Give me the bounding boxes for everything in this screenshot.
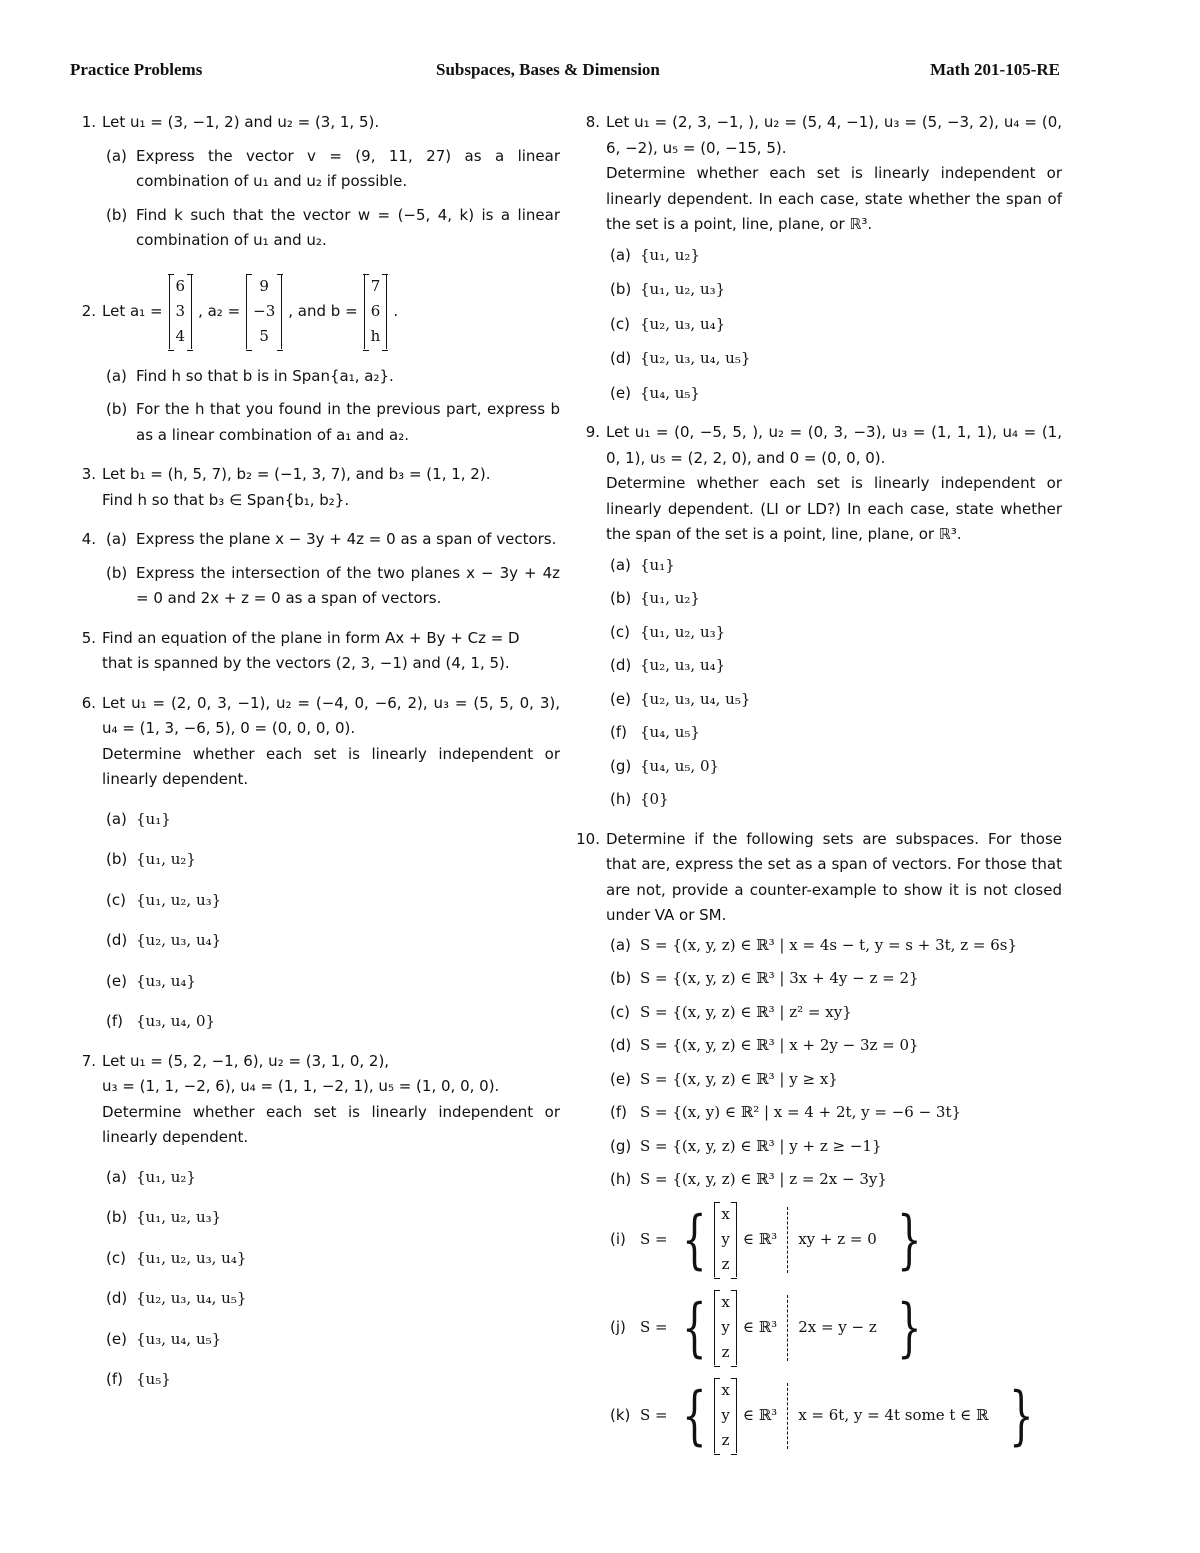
part-label: (c) xyxy=(610,1002,630,1021)
vector-a2 xyxy=(246,274,282,349)
left-brace-icon: { xyxy=(681,1290,707,1365)
part-label: (k) xyxy=(610,1405,631,1424)
vector-entry: x xyxy=(721,1293,730,1311)
part-label: (f) xyxy=(106,1370,123,1388)
part-label: (f) xyxy=(106,1012,123,1030)
part-label: (e) xyxy=(610,1069,631,1088)
set-part xyxy=(606,754,1062,780)
problem-4 xyxy=(70,527,560,612)
set-expression: {u₂, u₃, u₄} xyxy=(136,931,222,949)
problem-text: Determine if the following sets are subspaces. For those that are, express the set as a span of vectors. For those that are not, provide a counter-example to show it is not closed under VA or SM. xyxy=(606,829,1062,924)
vector-entry: x xyxy=(721,1381,730,1399)
set-expression: {u₂, u₃, u₄} xyxy=(640,656,726,674)
problem-text: Let u₁ = (2, 3, −1, ), u₂ = (5, 4, −1), u₃ = (5, −3, 2), u₄ = (0, 6, −2), u₅ = (0, −15, 5). xyxy=(606,113,1062,157)
problem-5 xyxy=(70,626,560,677)
problem-3 xyxy=(70,462,560,513)
problem-1 xyxy=(70,110,560,254)
set-condition: x = 6t, y = 4t some t ∈ ℝ xyxy=(798,1405,989,1424)
set-expression: S = {(x, y, z) ∈ ℝ³ | x + 2y − 3z = 0} xyxy=(640,1036,919,1054)
vector-entry: y xyxy=(721,1406,730,1424)
set-part xyxy=(606,1100,1062,1126)
set-part xyxy=(606,312,1062,338)
set-part xyxy=(606,346,1062,372)
header-center: Subspaces, Bases & Dimension xyxy=(436,60,660,79)
problem-text: Let b₁ = (h, 5, 7), b₂ = (−1, 3, 7), and b₃ = (1, 1, 2). xyxy=(102,465,491,483)
set-expression: {u₄, u₅, 0} xyxy=(640,756,720,775)
part-label: (i) xyxy=(610,1229,626,1248)
set-expression: S = {(x, y, z) ∈ ℝ³ | z = 2x − 3y} xyxy=(640,1170,887,1188)
vector-entry: 6 xyxy=(370,302,381,320)
set-part xyxy=(606,933,1062,959)
set-part xyxy=(606,787,1062,813)
set-part xyxy=(102,807,560,833)
set-expression: S = {(x, y, z) ∈ ℝ³ | y ≥ x} xyxy=(640,1069,838,1088)
set-part xyxy=(102,969,560,995)
part-label: (e) xyxy=(610,689,631,708)
problem-text: Determine whether each set is linearly independent or linearly dependent. xyxy=(102,744,560,788)
part-text: Express the intersection of the two planes x − 3y + 4z = 0 and 2x + z = 0 as a span of vectors. xyxy=(136,563,560,607)
part-label: (e) xyxy=(106,971,127,990)
problem-part xyxy=(102,397,560,448)
set-expression: {u₂, u₃, u₄, u₅} xyxy=(136,1289,247,1307)
part-label: (b) xyxy=(106,563,128,582)
part-label: (f) xyxy=(610,723,627,741)
vector-entry: 9 xyxy=(259,277,269,295)
problem-number: 8. xyxy=(585,113,600,131)
part-label: (a) xyxy=(106,366,127,385)
set-part xyxy=(606,653,1062,679)
vector-entry: 4 xyxy=(175,327,186,345)
problem-number: 1. xyxy=(81,113,96,131)
part-text: Express the vector v = (9, 11, 27) as a linear combination of u₁ and u₂ if possible. xyxy=(136,146,560,190)
problem-10 xyxy=(574,827,1062,1455)
problem-8 xyxy=(574,110,1062,406)
divider-bar xyxy=(787,1295,788,1361)
part-label: (h) xyxy=(610,790,632,808)
set-expression: S = {(x, y, z) ∈ ℝ³ | x = 4s − t, y = s + 3t, z = 6s} xyxy=(640,935,1018,954)
part-text: Find k such that the vector w = (−5, 4, k) is a linear combination of u₁ and u₂. xyxy=(136,205,560,249)
header-right: Math 201-105-RE xyxy=(930,60,1060,79)
set-expression: {u₂, u₃, u₄, u₅} xyxy=(640,689,751,708)
problem-text: u₃ = (1, 1, −2, 6), u₄ = (1, 1, −2, 1), u₅ = (1, 0, 0, 0). xyxy=(102,1077,500,1095)
vector-a1 xyxy=(169,274,193,349)
set-part xyxy=(606,243,1062,269)
set-part xyxy=(606,720,1062,746)
problem-number: 7. xyxy=(81,1051,96,1070)
set-part xyxy=(606,1000,1062,1026)
vector-entry: z xyxy=(721,1255,730,1273)
part-label: (e) xyxy=(106,1329,127,1348)
set-expression: S = {(x, y) ∈ ℝ² | x = 4 + 2t, y = −6 − 3t} xyxy=(640,1103,962,1121)
part-label: (a) xyxy=(610,245,631,264)
part-label: (j) xyxy=(610,1317,626,1336)
vector-xyz xyxy=(714,1290,736,1365)
page-header xyxy=(70,60,1060,84)
problem-9 xyxy=(574,420,1062,813)
set-expression: S = {(x, y, z) ∈ ℝ³ | y + z ≥ −1} xyxy=(640,1136,882,1155)
part-label: (a) xyxy=(106,146,127,165)
matrix-text: . xyxy=(393,301,399,320)
matrix-text: Let a₁ = xyxy=(102,301,163,320)
right-brace-icon: } xyxy=(1008,1378,1034,1453)
problem-text: Let u₁ = (5, 2, −1, 6), u₂ = (3, 1, 0, 2), xyxy=(102,1051,390,1070)
header-left: Practice Problems xyxy=(70,60,203,79)
set-part xyxy=(606,966,1062,992)
set-part xyxy=(102,1246,560,1272)
part-label: (a) xyxy=(106,1167,127,1186)
part-label: (a) xyxy=(106,809,127,828)
set-expression: S = {(x, y, z) ∈ ℝ³ | z² = xy} xyxy=(640,1002,852,1021)
set-part xyxy=(102,1327,560,1353)
matrix-definition xyxy=(102,268,560,356)
right-brace-icon: } xyxy=(896,1290,922,1365)
problem-number: 3. xyxy=(81,465,96,483)
problem-6 xyxy=(70,691,560,1035)
part-label: (d) xyxy=(610,1036,632,1054)
set-builder xyxy=(640,1289,1062,1367)
set-part xyxy=(102,888,560,914)
set-expression: {u₁} xyxy=(136,809,171,828)
vector-xyz xyxy=(714,1202,736,1277)
left-column xyxy=(70,110,560,1407)
part-label: (f) xyxy=(610,1103,627,1121)
set-expression: {u₁, u₂, u₃} xyxy=(136,890,222,909)
part-text: Find h so that b is in Span{a₁, a₂}. xyxy=(136,366,394,385)
set-expression: {u₃, u₄, u₅} xyxy=(136,1329,222,1348)
set-part xyxy=(606,553,1062,579)
part-label: (d) xyxy=(106,931,128,949)
problem-part xyxy=(102,364,560,390)
problem-text: Let u₁ = (2, 0, 3, −1), u₂ = (−4, 0, −6, 2), u₃ = (5, 5, 0, 3), u₄ = (1, 3, −6, 5), 0 = (0, 0, 0, 0). xyxy=(102,693,560,737)
problem-text: Find an equation of the plane in form Ax + By + Cz = D xyxy=(102,628,520,647)
matrix-text: , and b = xyxy=(288,301,358,320)
set-expression: S = {(x, y, z) ∈ ℝ³ | 3x + 4y − z = 2} xyxy=(640,969,919,987)
set-expression: {u₄, u₅} xyxy=(640,383,700,402)
set-builder-part xyxy=(606,1289,1062,1367)
problem-part xyxy=(102,144,560,195)
set-builder xyxy=(640,1377,1062,1455)
set-membership: ∈ ℝ³ xyxy=(742,1229,778,1248)
set-part xyxy=(102,1286,560,1312)
vector-entry: −3 xyxy=(253,302,276,320)
set-lhs: S = xyxy=(640,1317,668,1336)
set-expression: {u₂, u₃, u₄, u₅} xyxy=(640,349,751,367)
part-label: (b) xyxy=(106,850,128,868)
set-part xyxy=(102,1165,560,1191)
problem-text: Determine whether each set is linearly independent or linearly dependent. (LI or LD?) In each case, state whether the span of the set is a point, line, plane, or ℝ³. xyxy=(606,474,1062,543)
part-label: (a) xyxy=(610,555,631,574)
set-part xyxy=(606,1033,1062,1059)
set-expression: {u₁, u₂, u₃} xyxy=(640,280,726,298)
problem-part xyxy=(102,203,560,254)
problem-number: 9. xyxy=(585,423,600,441)
vector-entry: x xyxy=(721,1205,730,1223)
set-part xyxy=(606,1134,1062,1160)
set-expression: {u₁} xyxy=(640,555,675,574)
set-part xyxy=(606,620,1062,646)
problem-text: Let u₁ = (3, −1, 2) and u₂ = (3, 1, 5). xyxy=(102,113,380,131)
part-label: (g) xyxy=(610,1136,632,1155)
right-column xyxy=(574,110,1062,1469)
set-part xyxy=(102,1205,560,1231)
problem-number: 4. xyxy=(81,530,96,548)
vector-b xyxy=(364,274,388,349)
set-expression: {u₁, u₂} xyxy=(640,589,700,607)
part-label: (c) xyxy=(610,314,630,333)
set-part xyxy=(102,1009,560,1035)
part-label: (b) xyxy=(106,400,128,418)
set-part xyxy=(606,687,1062,713)
problem-text: Find h so that b₃ ∈ Span{b₁, b₂}. xyxy=(102,490,350,509)
vector-entry: z xyxy=(721,1343,730,1361)
set-part xyxy=(606,586,1062,612)
set-expression: {u₄, u₅} xyxy=(640,723,700,741)
set-builder xyxy=(640,1201,1062,1279)
set-expression: {u₁, u₂} xyxy=(640,245,700,264)
vector-entry: 7 xyxy=(370,277,381,295)
set-part xyxy=(102,1367,560,1393)
part-label: (d) xyxy=(106,1289,128,1307)
part-label: (d) xyxy=(610,349,632,367)
vector-entry: 6 xyxy=(175,277,186,295)
problem-part xyxy=(102,561,560,612)
set-lhs: S = xyxy=(640,1229,668,1248)
vector-xyz xyxy=(714,1378,736,1453)
vector-entry: y xyxy=(721,1230,730,1248)
part-label: (c) xyxy=(106,890,126,909)
part-label: (g) xyxy=(610,756,632,775)
set-expression: {u₁, u₂} xyxy=(136,1167,196,1186)
set-part xyxy=(606,277,1062,303)
problem-number: 10. xyxy=(576,829,600,848)
set-expression: {0} xyxy=(640,790,669,808)
set-membership: ∈ ℝ³ xyxy=(742,1405,778,1424)
problem-2 xyxy=(70,268,560,449)
set-builder-part xyxy=(606,1377,1062,1455)
set-membership: ∈ ℝ³ xyxy=(742,1317,778,1336)
problem-7 xyxy=(70,1049,560,1393)
set-expression: {u₃, u₄, 0} xyxy=(136,1012,216,1030)
problem-text: Let u₁ = (0, −5, 5, ), u₂ = (0, 3, −3), u₃ = (1, 1, 1), u₄ = (1, 0, 1), u₅ = (2, 2, 0), and 0 = (0, 0, 0). xyxy=(606,423,1062,467)
set-part xyxy=(606,1067,1062,1093)
set-expression: {u₅} xyxy=(136,1370,171,1388)
matrix-text: , a₂ = xyxy=(198,301,241,320)
vector-entry: 5 xyxy=(259,327,269,345)
set-part xyxy=(606,1167,1062,1193)
problem-number: 6. xyxy=(81,693,96,712)
problem-number: 2. xyxy=(81,301,96,320)
problem-text: Determine whether each set is linearly independent or linearly dependent. In each case, state whether the span of the set is a point, line, plane, or ℝ³. xyxy=(606,164,1062,233)
part-label: (c) xyxy=(106,1248,126,1267)
part-label: (b) xyxy=(610,589,632,607)
part-label: (b) xyxy=(610,280,632,298)
part-text: For the h that you found in the previous part, express b as a linear combination of a₁ and a₂. xyxy=(136,400,560,444)
set-expression: {u₁, u₂} xyxy=(136,850,196,868)
part-label: (a) xyxy=(106,530,127,548)
set-lhs: S = xyxy=(640,1405,668,1424)
part-label: (b) xyxy=(106,1208,128,1226)
part-label: (d) xyxy=(610,656,632,674)
set-condition: xy + z = 0 xyxy=(798,1229,877,1248)
vector-entry: 3 xyxy=(175,302,186,320)
left-brace-icon: { xyxy=(681,1202,707,1277)
part-label: (h) xyxy=(610,1170,632,1188)
set-part xyxy=(606,381,1062,407)
vector-entry: z xyxy=(721,1431,730,1449)
set-expression: {u₁, u₂, u₃} xyxy=(136,1208,222,1226)
part-label: (e) xyxy=(610,383,631,402)
part-label: (b) xyxy=(106,205,128,224)
divider-bar xyxy=(787,1207,788,1273)
part-text: Express the plane x − 3y + 4z = 0 as a span of vectors. xyxy=(136,530,557,548)
set-expression: {u₁, u₂, u₃, u₄} xyxy=(136,1248,247,1267)
set-expression: {u₃, u₄} xyxy=(136,971,196,990)
set-builder-part xyxy=(606,1201,1062,1279)
set-expression: {u₁, u₂, u₃} xyxy=(640,622,726,641)
part-label: (a) xyxy=(610,935,631,954)
set-expression: {u₂, u₃, u₄} xyxy=(640,314,726,333)
set-condition: 2x = y − z xyxy=(798,1317,877,1336)
part-label: (c) xyxy=(610,622,630,641)
right-brace-icon: } xyxy=(896,1202,922,1277)
problem-text: that is spanned by the vectors (2, 3, −1) and (4, 1, 5). xyxy=(102,654,510,672)
divider-bar xyxy=(787,1383,788,1449)
set-part xyxy=(102,928,560,954)
set-part xyxy=(102,847,560,873)
left-brace-icon: { xyxy=(681,1378,707,1453)
problem-number: 5. xyxy=(81,628,96,647)
part-label: (b) xyxy=(610,969,632,987)
problem-text: Determine whether each set is linearly independent or linearly dependent. xyxy=(102,1102,560,1146)
vector-entry: h xyxy=(370,327,381,345)
vector-entry: y xyxy=(721,1318,730,1336)
problem-part xyxy=(102,527,560,553)
